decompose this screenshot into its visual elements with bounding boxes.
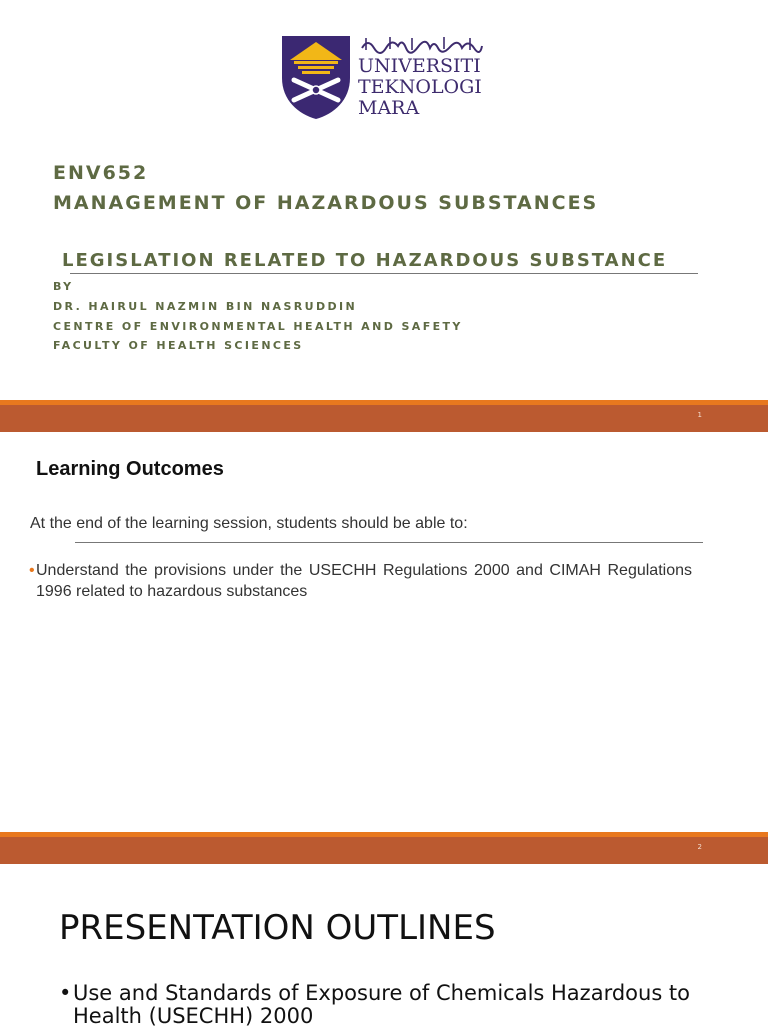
page-number: 1 <box>697 411 702 419</box>
outline-item <box>59 982 719 1028</box>
logo-line-universiti: UNIVERSITI <box>358 55 481 77</box>
topic-underline <box>70 273 698 274</box>
uitm-logo <box>280 32 490 120</box>
divider-bar <box>0 837 768 864</box>
lecture-topic: LEGISLATION RELATED TO HAZARDOUS SUBSTANCE <box>62 250 668 271</box>
divider-bar <box>0 405 768 432</box>
uitm-shield-icon <box>280 34 352 120</box>
faculty-name: FACULTY OF HEALTH SCIENCES <box>53 339 304 352</box>
course-code: ENV652 <box>53 162 149 184</box>
university-name <box>358 56 482 119</box>
learning-outcome-item <box>29 560 692 602</box>
outline-item-text: Use and Standards of Exposure of Chemicals Hazardous to Health (USECHH) 2000 <box>73 981 691 1028</box>
logo-line-mara: MARA <box>358 97 420 119</box>
author-name: DR. HAIRUL NAZMIN BIN NASRUDDIN <box>53 300 358 313</box>
slide-divider-2 <box>0 832 768 864</box>
slide-divider-1 <box>0 400 768 432</box>
by-label: BY <box>53 280 74 293</box>
course-title: MANAGEMENT OF HAZARDOUS SUBSTANCES <box>53 192 599 214</box>
intro-underline <box>75 542 703 543</box>
jawi-script-logo <box>360 34 484 54</box>
slide-2 <box>0 432 768 832</box>
logo-line-teknologi: TEKNOLOGI <box>358 76 482 98</box>
bullet-marker: • <box>59 981 72 1005</box>
slide-1 <box>0 0 768 400</box>
slide-3 <box>0 864 768 1028</box>
centre-name: CENTRE OF ENVIRONMENTAL HEALTH AND SAFETY <box>53 320 463 333</box>
learning-outcomes-intro: At the end of the learning session, students should be able to: <box>30 515 468 532</box>
learning-outcomes-title: Learning Outcomes <box>36 458 224 480</box>
page-number: 2 <box>697 843 702 851</box>
learning-outcome-text: Understand the provisions under the USECHH Regulations 2000 and CIMAH Regulations 1996 related to hazardous substances <box>36 562 692 600</box>
presentation-outlines-title: PRESENTATION OUTLINES <box>59 908 496 948</box>
bullet-marker: • <box>29 562 35 579</box>
